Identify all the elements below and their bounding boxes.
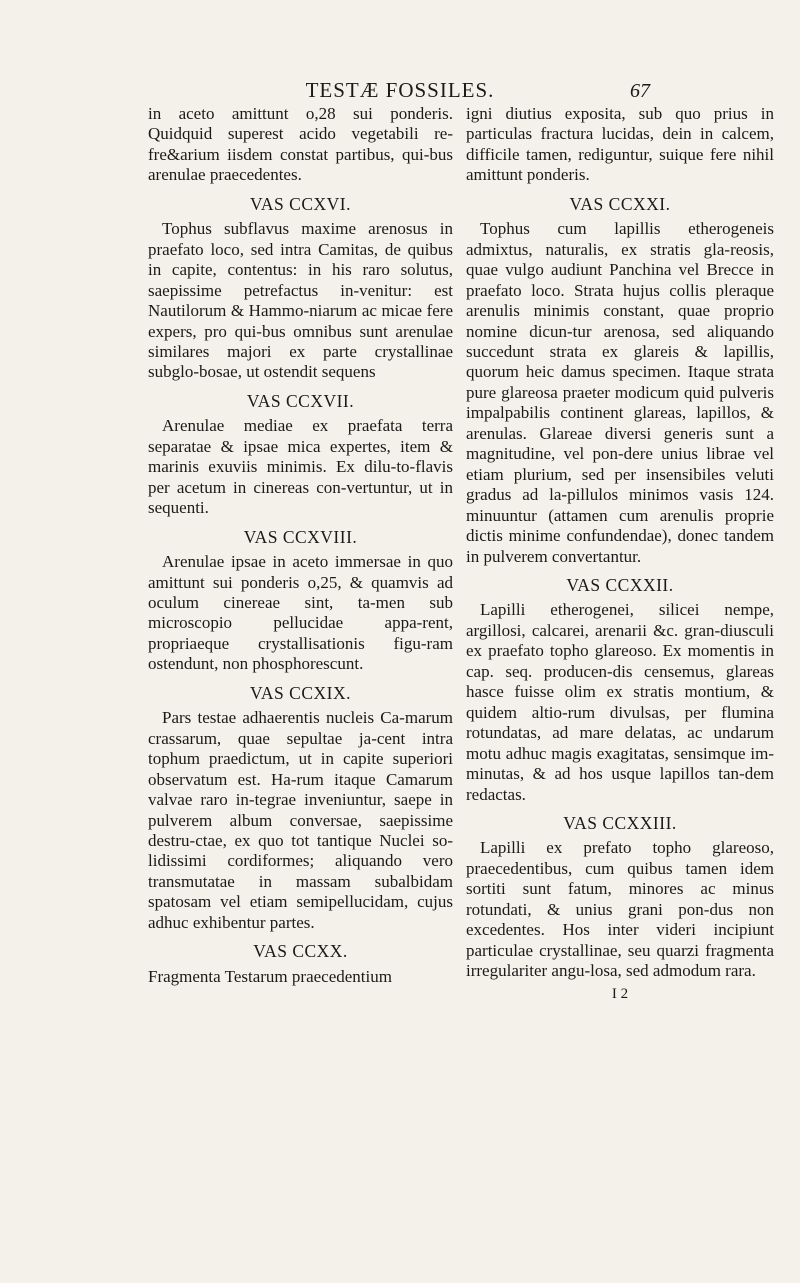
- section-heading: VAS CCXXII.: [566, 574, 674, 595]
- right-column: [466, 104, 774, 1004]
- paragraph: Tophus cum lapillis etherogeneis admixtus, naturalis, ex stratis gla-reosis, quae vulgo audiunt Panchina vel Brecce in praefato loco. Strata hujus collis pleraque arenulis minimis constant, quae proprio nomine dicun-tur arenosa, sed aliquando succedunt strata ex glareis & lapillis, quorum heic damus specimen. Itaque strata pure glareosa praeter modicum quid pulveris impalpabilis continent glareas, lapillos, & arenulas. Glareae diversi generis sunt a magnitudine, vel pon-dere unius librae vel etiam plurium, sed per insensibiles veluti gradus ad la-pillulos minimos vasis 124. minuuntur (attamen cum arenulis proprie dictis minime confundendae), donec tandem in pulverem convertantur.: [466, 219, 774, 566]
- paragraph: Arenulae ipsae in aceto immersae in quo amittunt sui ponderis o,25, & quamvis ad oculum cinereae sint, ta-men sub microscopio pellucidae appa-rent, propriaeque crystallisationis figu-ram ostendunt, non phosphorescunt.: [148, 552, 453, 674]
- paragraph: igni diutius exposita, sub quo prius in particulas fractura lucidas, dein in calcem, difficile tamen, rediguntur, suique fere nihil amittunt ponderis.: [466, 104, 774, 185]
- paragraph: Lapilli ex prefato topho glareoso, praecedentibus, cum quibus tamen idem sortiti sunt fatum, minores ac minus rotundati, & unius grani pon-dus non excedentes. Hos inter videri incipiunt particulae crystallinae, seu quarzi fragmenta irregulariter angu-losa, sed admodum rara.: [466, 838, 774, 981]
- section-heading: VAS CCXVIII.: [243, 526, 358, 547]
- section-heading: VAS CCXVII.: [246, 390, 355, 411]
- section-heading: VAS CCXVI.: [250, 193, 351, 214]
- page-number: 67: [630, 80, 650, 102]
- left-column: [148, 104, 453, 987]
- section-heading: VAS CCXX.: [253, 941, 348, 962]
- paragraph: Lapilli etherogenei, silicei nempe, argillosi, calcarei, arenarii &c. gran-diusculi ex praefato topho glareoso. Ex momentis in cap. seq. producen-dis censemus, glareas hasce fuisse olim ex stratis montium, & quidem altio-rum divulsas, per flumina rotundatas, ad mare delatas, ac undarum motu adhuc magis exagitatas, sensimque im-minutas, & ad hos usque lapillos tan-dem redactas.: [466, 600, 774, 804]
- section-heading: VAS CCXIX.: [250, 682, 351, 703]
- running-title: TESTÆ FOSSILES.: [305, 78, 495, 102]
- paragraph: Tophus subflavus maxime arenosus in praefato loco, sed intra Camitas, de quibus in capite, contentus: in his raro solutus, saepissime petrefactus in-venitur: est Nautilorum & Hammo-niarum ac micae fere expers, pro qui-bus omnibus sunt arenulae similares majori ex parte crystallinae subglo-bosae, ut ostendit sequens: [148, 219, 453, 382]
- section-heading: VAS CCXXI.: [569, 193, 671, 214]
- section-heading: VAS CCXXIII.: [563, 812, 677, 833]
- paragraph: Pars testae adhaerentis nucleis Ca-marum crassarum, quae sepultae ja-cent intra tophum praedictum, ut in capite superiori observatum est. Ha-rum itaque Camarum valvae raro in-tegrae inveniuntur, saepe in pulverem album conversae, saepissime destru-ctae, ex quo tot tantique Nuclei so-lidissimi cordiformes; aliquando vero transmutatae in massam subalbidam spatosam vel etiam semipellucidam, cujus adhuc exhibentur partes.: [148, 708, 453, 932]
- paragraph: Fragmenta Testarum praecedentium: [148, 966, 392, 986]
- signature-mark: I 2: [611, 985, 629, 1002]
- paragraph: Arenulae mediae ex praefata terra separatae & ipsae mica expertes, item & marinis exuviis minimis. Ex dilu-to-flavis per acetum in cinereas con-vertuntur, ut in sequenti.: [148, 416, 453, 518]
- paragraph: in aceto amittunt o,28 sui ponderis. Quidquid superest acido vegetabili re-fre&arium iisdem constat partibus, qui-bus arenulae praecedentes.: [148, 104, 453, 185]
